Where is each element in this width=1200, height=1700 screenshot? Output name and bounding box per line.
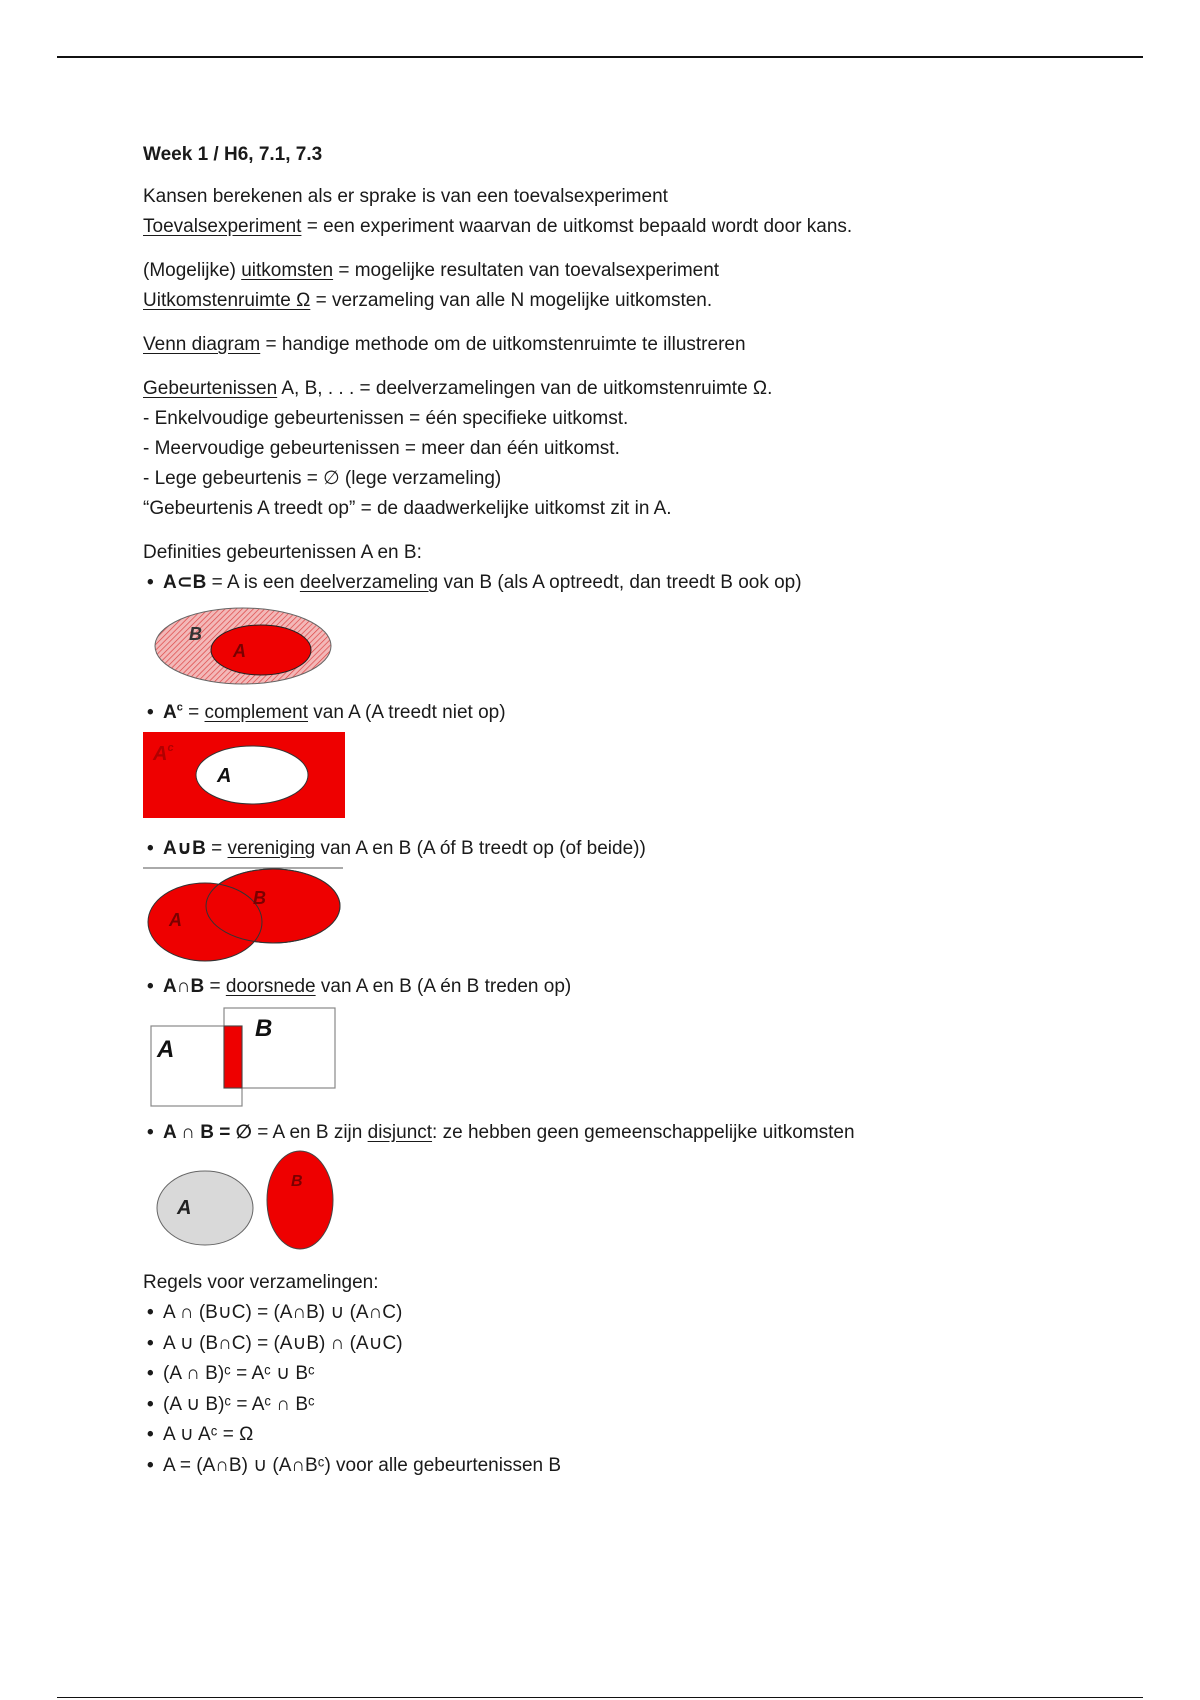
set-a-ellipse <box>157 1171 253 1245</box>
def-subset-pre: = A is een <box>206 572 300 593</box>
term-vereniging: vereniging <box>227 838 316 859</box>
events-line-rest: A, B, . . . = deelverzamelingen van de uitkomstenruimte Ω. <box>277 378 773 399</box>
label-a: A <box>169 910 182 930</box>
def-complement <box>143 698 1103 728</box>
outcomes-block <box>143 256 1103 316</box>
outcomes-line-1-rest: = mogelijke resultaten van toevalsexperiment <box>333 260 720 281</box>
bullet-dot: • <box>147 838 154 859</box>
subset-venn-diagram <box>143 600 333 692</box>
set-a-ellipse <box>148 883 262 961</box>
document-page <box>143 140 1103 1481</box>
rules-heading: Regels voor verzamelingen: <box>143 1272 379 1293</box>
venn-line-rest: = handige methode om de uitkomstenruimte te illustreren <box>260 334 746 355</box>
events-item: - Enkelvoudige gebeurtenissen = één specifieke uitkomst. <box>143 408 629 429</box>
venn-line <box>143 330 1103 360</box>
label-a: A <box>177 1197 192 1219</box>
label-b: B <box>253 888 266 908</box>
rule-item: • (A ∪ B)ᶜ = Aᶜ ∩ Bᶜ <box>147 1393 315 1415</box>
term-disjunct: disjunct <box>367 1122 433 1143</box>
term-uitkomstenruimte: Uitkomstenruimte Ω <box>143 290 311 311</box>
bullet-dot: • <box>147 572 154 593</box>
set-a-ellipse <box>211 625 311 675</box>
def-intersection-pre: = <box>204 976 226 997</box>
intersection-region <box>224 1026 242 1088</box>
term-toevalsexperiment: Toevalsexperiment <box>143 216 302 237</box>
term-complement: complement <box>204 702 309 723</box>
intersection-diagram <box>143 1004 343 1112</box>
outcomes-line-2 <box>143 286 1103 316</box>
term-doorsnede: doorsnede <box>225 976 316 997</box>
rules-block <box>143 1268 1103 1481</box>
term-gebeurtenissen: Gebeurtenissen <box>143 378 278 399</box>
events-item: - Meervoudige gebeurtenissen = meer dan één uitkomst. <box>143 438 620 459</box>
rule-item: • A ∪ (B∩C) = (A∪B) ∩ (A∪C) <box>147 1332 403 1354</box>
def-complement-symbol: A <box>163 702 177 723</box>
term-uitkomsten: uitkomsten <box>241 260 334 281</box>
label-b: B <box>255 1015 273 1042</box>
def-disjoint-post: : ze hebben geen gemeenschappelijke uitkomsten <box>432 1122 855 1143</box>
definitions-heading: Definities gebeurtenissen A en B: <box>143 542 422 563</box>
definitions-block <box>143 538 1103 1254</box>
top-rule <box>57 56 1143 58</box>
label-a: A <box>157 1036 175 1063</box>
def-intersection <box>143 972 1103 1002</box>
bullet-dot: • <box>147 702 154 723</box>
intro-line-1: Kansen berekenen als er sprake is van een toevalsexperiment <box>143 186 668 207</box>
outcomes-prefix: (Mogelijke) <box>143 260 242 281</box>
def-intersection-symbol: A∩B <box>163 976 205 997</box>
rule-item: • A ∪ Aᶜ = Ω <box>147 1424 254 1445</box>
bottom-rule <box>57 1697 1143 1698</box>
label-a: A <box>233 641 246 661</box>
term-deelverzameling: deelverzameling <box>299 572 439 593</box>
label-b: B <box>189 624 202 644</box>
bullet-dot: • <box>147 976 154 997</box>
rule-item: • A = (A∩B) ∪ (A∩Bᶜ) voor alle gebeurtenissen B <box>147 1454 562 1476</box>
def-complement-pre: = <box>182 702 205 723</box>
def-union-pre: = <box>205 838 228 859</box>
outcomes-line-2-rest: = verzameling van alle N mogelijke uitkomsten. <box>310 290 713 311</box>
def-disjoint-symbol: A ∩ B = ∅ <box>163 1122 252 1143</box>
complement-venn-diagram <box>143 730 345 820</box>
label-ac: $A^c$ <box>153 742 174 765</box>
term-venn-diagram: Venn diagram <box>143 334 261 355</box>
events-block <box>143 374 1103 524</box>
label-a: A <box>217 765 232 787</box>
def-intersection-post: van A en B (A én B treden op) <box>315 976 572 997</box>
intro-line-2-rest: = een experiment waarvan de uitkomst bepaald wordt door kans. <box>301 216 853 237</box>
union-venn-diagram <box>143 866 343 966</box>
label-b: B <box>291 1173 303 1190</box>
def-complement-post: van A (A treedt niet op) <box>308 702 506 723</box>
def-subset-symbol: A⊂B <box>163 572 207 593</box>
outcomes-line-1 <box>143 256 1103 286</box>
intro-block <box>143 182 1103 242</box>
rule-item: • (A ∩ B)ᶜ = Aᶜ ∪ Bᶜ <box>147 1363 315 1384</box>
def-subset <box>143 568 1103 598</box>
intro-line-2 <box>143 212 1103 242</box>
def-complement-sup: c <box>176 701 183 714</box>
def-union-symbol: A∪B <box>163 838 206 859</box>
venn-block <box>143 330 1103 360</box>
def-disjoint-pre: = A en B zijn <box>251 1122 368 1143</box>
events-line <box>143 374 1103 404</box>
def-subset-post: van B (als A optreedt, dan treedt B ook op) <box>438 572 802 593</box>
set-b-ellipse <box>267 1151 333 1249</box>
def-disjoint <box>143 1118 1103 1148</box>
disjoint-venn-diagram <box>143 1150 343 1254</box>
events-item: “Gebeurtenis A treedt op” = de daadwerkelijke uitkomst zit in A. <box>143 498 672 519</box>
rule-item: • A ∩ (B∪C) = (A∩B) ∪ (A∩C) <box>147 1302 403 1323</box>
set-a-ellipse <box>196 746 308 804</box>
events-item: - Lege gebeurtenis = ∅ (lege verzameling) <box>143 468 502 489</box>
def-union-post: van A en B (A óf B treedt op (of beide)) <box>315 838 646 859</box>
bullet-dot: • <box>147 1122 154 1143</box>
page-title: Week 1 / H6, 7.1, 7.3 <box>143 144 323 165</box>
def-union <box>143 834 1103 864</box>
